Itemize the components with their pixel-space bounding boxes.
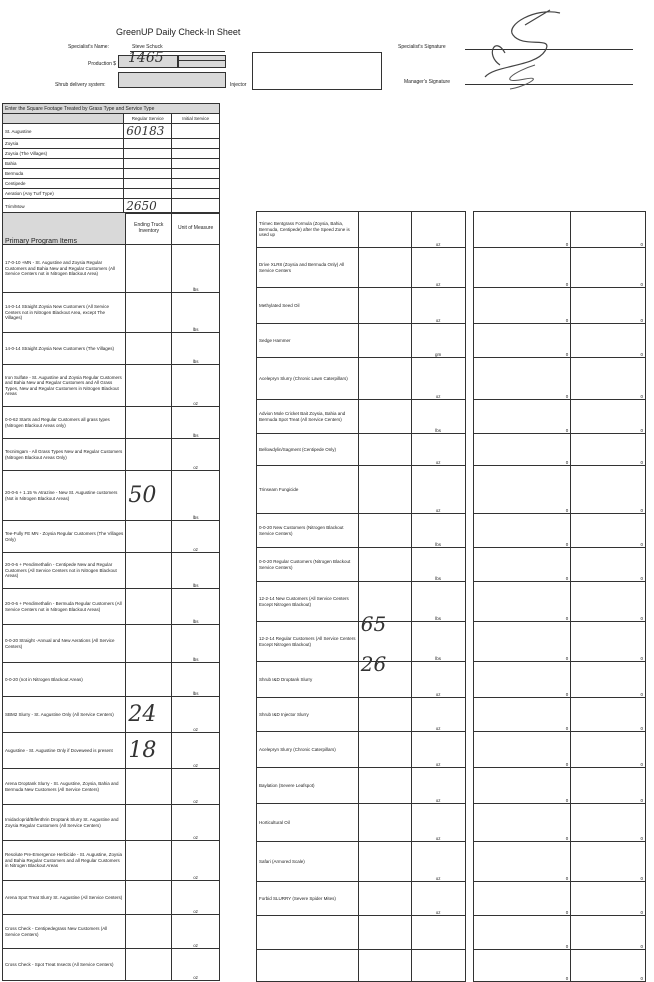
secondary-col-a: 0 xyxy=(473,400,571,434)
primary-row-label: Arena Spot Treat Slurry St. Augustine (All Service Centers) xyxy=(3,881,126,915)
primary-header-unit: Unit of Measure xyxy=(172,213,220,245)
secondary-col-a: 0 xyxy=(473,466,571,514)
secondary-col-b: 0 xyxy=(571,804,646,842)
secondary-value-cell[interactable] xyxy=(358,434,411,466)
table-row xyxy=(257,582,646,622)
secondary-col-b: 0 xyxy=(571,358,646,400)
primary-row-label: Resolute Pre-Emergence Herbicide - St. Augustine, Zoysia and Bahia Regular Customers and all Regular Customers in Nitrogen Blackout Areas xyxy=(3,841,126,881)
sqft-initial-cell[interactable] xyxy=(172,149,220,159)
secondary-row-label: 12-2-14 New Customers (All Service Centers Except Nitrogen Blackout) xyxy=(257,582,359,622)
table-row xyxy=(257,466,646,514)
table-row xyxy=(3,589,220,625)
secondary-col-b: 0 xyxy=(571,916,646,950)
sqft-initial-cell[interactable] xyxy=(172,139,220,149)
primary-row-label: Imidacloprid/Bifenthrin Droptank Slurry St. Augustine and Zoysia Regular Customers (All Service Centers) xyxy=(3,805,126,841)
secondary-col-a: 0 xyxy=(473,434,571,466)
table-row xyxy=(3,521,220,553)
primary-unit: oz xyxy=(172,769,220,805)
secondary-unit: oz xyxy=(411,358,465,400)
secondary-unit: oz xyxy=(411,698,465,732)
primary-value-cell[interactable] xyxy=(126,407,172,439)
secondary-row-label: Forbid SLURRY (Severe Spider Mites) xyxy=(257,882,359,916)
primary-value-cell[interactable] xyxy=(126,333,172,365)
secondary-row-label xyxy=(257,916,359,950)
secondary-row-label: Shrub I&D Injector Slurry xyxy=(257,698,359,732)
primary-unit: lbs xyxy=(172,333,220,365)
table-row xyxy=(3,124,220,139)
secondary-row-label: 12-2-14 Regular Customers (All Service Centers Except Nitrogen Blackout) xyxy=(257,622,359,662)
primary-row-label: Tecnimgam - All Grass Types New and Regular Customers (Nitrogen Blackout Areas Only) xyxy=(3,439,126,471)
primary-row-label: 17-0-10 +MN - St. Augustine and Zoysia Regular Customers and Bahia New and Regular Customers (All Service Centers not in Nitrogen Blackout Area) xyxy=(3,245,126,293)
secondary-unit: oz xyxy=(411,212,465,248)
secondary-col-b: 0 xyxy=(571,434,646,466)
secondary-col-b: 0 xyxy=(571,324,646,358)
primary-value-cell[interactable] xyxy=(126,625,172,663)
secondary-unit xyxy=(411,950,465,982)
secondary-unit: oz xyxy=(411,662,465,698)
secondary-unit: oz xyxy=(411,248,465,288)
primary-header-label: Primary Program Items xyxy=(3,213,126,245)
secondary-col-a: 0 xyxy=(473,804,571,842)
secondary-row-label: Acelepryn Slurry (Chronic Caterpillars) xyxy=(257,732,359,768)
secondary-col-a: 0 xyxy=(473,882,571,916)
sqft-initial-cell[interactable] xyxy=(172,179,220,189)
primary-unit: lbs xyxy=(172,589,220,625)
primary-unit: oz xyxy=(172,915,220,949)
secondary-col-a: 0 xyxy=(473,288,571,324)
secondary-value-cell[interactable] xyxy=(358,882,411,916)
secondary-unit: oz xyxy=(411,434,465,466)
sqft-table xyxy=(2,103,220,214)
primary-unit: lbs xyxy=(172,293,220,333)
table-row xyxy=(3,159,220,169)
sqft-row-label: Aeration (Any Turf Type) xyxy=(3,189,124,199)
secondary-value-cell[interactable] xyxy=(358,324,411,358)
primary-value-cell[interactable] xyxy=(126,949,172,981)
secondary-col-b: 0 xyxy=(571,400,646,434)
primary-value-cell[interactable] xyxy=(126,365,172,407)
secondary-col-b: 0 xyxy=(571,466,646,514)
table-row xyxy=(3,333,220,365)
primary-value-cell[interactable]: 18 xyxy=(126,733,172,769)
primary-unit: oz xyxy=(172,697,220,733)
table-row xyxy=(257,662,646,698)
secondary-row-label: Horticultural Oil xyxy=(257,804,359,842)
table-row xyxy=(257,842,646,882)
secondary-row-label: Trimec Bentgrass Formula (Zoysia, Bahia, Bermuda, Centipede) after the Speed Zone is used up xyxy=(257,212,359,248)
secondary-value-cell[interactable] xyxy=(358,842,411,882)
table-row xyxy=(257,698,646,732)
primary-row-label: 0-0-20 Straight -Annual and New Aerations (All Service Centers) xyxy=(3,625,126,663)
table-row xyxy=(3,179,220,189)
production-label: Production $ xyxy=(88,61,117,67)
secondary-col-a: 0 xyxy=(473,248,571,288)
sqft-row-label: Trim/Mow xyxy=(3,199,124,214)
table-row xyxy=(257,434,646,466)
primary-unit: oz xyxy=(172,733,220,769)
table-row xyxy=(257,400,646,434)
secondary-col-b: 0 xyxy=(571,248,646,288)
sqft-initial-cell[interactable] xyxy=(172,159,220,169)
sqft-initial-cell[interactable] xyxy=(172,124,220,139)
table-row xyxy=(3,293,220,333)
primary-value-cell[interactable] xyxy=(126,769,172,805)
secondary-unit: lbs xyxy=(411,622,465,662)
table-row xyxy=(257,950,646,982)
injector-box[interactable] xyxy=(252,52,382,90)
table-row xyxy=(257,514,646,548)
table-row xyxy=(3,169,220,179)
manager-signature-label: Manager's Signature xyxy=(404,79,450,85)
table-row xyxy=(3,769,220,805)
secondary-col-b: 0 xyxy=(571,212,646,248)
table-row xyxy=(3,139,220,149)
primary-row-label: SBM2 Slurry - St. Augustine Only (All Service Centers) xyxy=(3,697,126,733)
secondary-col-a: 0 xyxy=(473,324,571,358)
table-row xyxy=(257,548,646,582)
secondary-col-a: 0 xyxy=(473,916,571,950)
sqft-regular-cell[interactable]: 2650 xyxy=(124,199,172,214)
secondary-row-label: Acelepryn Slurry (Chronic Lawn Caterpillars) xyxy=(257,358,359,400)
secondary-col-b: 0 xyxy=(571,842,646,882)
secondary-value-cell[interactable] xyxy=(358,288,411,324)
secondary-col-b: 0 xyxy=(571,622,646,662)
table-row xyxy=(257,212,646,248)
secondary-row-label xyxy=(257,950,359,982)
secondary-col-a: 0 xyxy=(473,548,571,582)
primary-unit: lbs xyxy=(172,471,220,521)
secondary-col-a: 0 xyxy=(473,582,571,622)
table-row xyxy=(257,804,646,842)
secondary-row-label: Drive XLR8 (Zoysia and Bermuda Only) All Service Centers xyxy=(257,248,359,288)
primary-value-cell[interactable] xyxy=(126,663,172,697)
sqft-row-label: Zoysia xyxy=(3,139,124,149)
secondary-value-cell[interactable] xyxy=(358,804,411,842)
secondary-col-b: 0 xyxy=(571,662,646,698)
sheet-title: GreenUP Daily Check-In Sheet xyxy=(116,27,241,37)
table-row xyxy=(257,324,646,358)
primary-unit: lbs xyxy=(172,245,220,293)
secondary-unit xyxy=(411,916,465,950)
primary-row-label: 20-0-6 + Pendimethalin - Bermuda Regular Customers (All Service Centers not in Nitrogen Blackout Areas) xyxy=(3,589,126,625)
table-row xyxy=(257,732,646,768)
table-row xyxy=(3,915,220,949)
secondary-col-a: 0 xyxy=(473,768,571,804)
table-row xyxy=(3,553,220,589)
primary-row-label: Iron Sulfate - St. Augustine and Zoysia Regular Customers and Bahia New and Regular Customers and All Grass Types, New and Regular Customers in Nitrogen Blackout Areas xyxy=(3,365,126,407)
secondary-value-cell[interactable] xyxy=(358,950,411,982)
table-row xyxy=(257,916,646,950)
secondary-value-cell[interactable] xyxy=(358,248,411,288)
sqft-title: Enter the Square Footage Treated by Grass Type and Service Type xyxy=(3,104,220,114)
secondary-unit: oz xyxy=(411,732,465,768)
primary-unit: lbs xyxy=(172,407,220,439)
table-row xyxy=(3,841,220,881)
secondary-col-a: 0 xyxy=(473,662,571,698)
primary-unit: oz xyxy=(172,521,220,553)
secondary-unit: lbs xyxy=(411,514,465,548)
sqft-initial-cell[interactable] xyxy=(172,189,220,199)
secondary-row-label: 0-0-20 Regular Customers (Nitrogen Blackout Service Centers) xyxy=(257,548,359,582)
sqft-initial-cell[interactable] xyxy=(172,169,220,179)
secondary-row-label: Sedge Hammer xyxy=(257,324,359,358)
primary-row-label: 14-0-14 Straight Zoysia New Customers (All Service Centers not in Nitrogen Blackout Area, except The Villages) xyxy=(3,293,126,333)
specialist-name-label: Specialist's Name: xyxy=(68,44,109,50)
secondary-unit: oz xyxy=(411,288,465,324)
secondary-unit: gm xyxy=(411,324,465,358)
primary-value-cell[interactable] xyxy=(126,439,172,471)
table-row xyxy=(3,949,220,981)
primary-value-cell[interactable] xyxy=(126,805,172,841)
primary-row-label: Tee-Fully FE MN - Zoysia Regular Customers (The Villages Only) xyxy=(3,521,126,553)
secondary-unit: oz xyxy=(411,768,465,804)
sqft-col-regular: Regular Service xyxy=(124,114,172,124)
primary-value-cell[interactable] xyxy=(126,293,172,333)
primary-value-cell[interactable] xyxy=(126,841,172,881)
sqft-row-label: Centipede xyxy=(3,179,124,189)
secondary-table xyxy=(256,211,646,982)
secondary-unit: oz xyxy=(411,466,465,514)
primary-unit: oz xyxy=(172,805,220,841)
secondary-value-cell[interactable] xyxy=(358,768,411,804)
primary-unit: oz xyxy=(172,841,220,881)
sqft-row-label: Bermuda xyxy=(3,169,124,179)
table-row xyxy=(257,768,646,804)
secondary-col-a: 0 xyxy=(473,514,571,548)
table-row xyxy=(3,881,220,915)
table-row xyxy=(3,697,220,733)
table-row xyxy=(3,407,220,439)
primary-unit: oz xyxy=(172,949,220,981)
table-row xyxy=(257,248,646,288)
secondary-col-b: 0 xyxy=(571,582,646,622)
secondary-col-b: 0 xyxy=(571,548,646,582)
secondary-value-cell[interactable] xyxy=(358,732,411,768)
sqft-regular-cell[interactable]: 60183 xyxy=(124,124,172,139)
primary-unit: lbs xyxy=(172,663,220,697)
primary-unit: lbs xyxy=(172,553,220,589)
secondary-col-a: 0 xyxy=(473,212,571,248)
secondary-row-label: Advion Mole Cricket Bait Zoysia, Bahia and Bermuda Spot Treat (All Service Centers) xyxy=(257,400,359,434)
secondary-col-b: 0 xyxy=(571,768,646,804)
specialist-signature-label: Specialist's Signature xyxy=(398,44,446,50)
secondary-value-cell[interactable]: 26 xyxy=(358,662,411,698)
secondary-row-label: 0-0-20 New Customers (Nitrogen Blackout Service Centers) xyxy=(257,514,359,548)
sqft-regular-cell[interactable] xyxy=(124,179,172,189)
secondary-unit: oz xyxy=(411,842,465,882)
secondary-row-label: Shrub I&D Droptank Slurry xyxy=(257,662,359,698)
signature-scribble-icon xyxy=(465,5,575,90)
sqft-regular-cell[interactable] xyxy=(124,169,172,179)
secondary-col-b: 0 xyxy=(571,882,646,916)
secondary-col-b: 0 xyxy=(571,732,646,768)
primary-value-cell[interactable] xyxy=(126,915,172,949)
secondary-col-b: 0 xyxy=(571,514,646,548)
secondary-col-b: 0 xyxy=(571,950,646,982)
primary-value-cell[interactable] xyxy=(126,553,172,589)
table-row xyxy=(257,622,646,662)
sqft-regular-cell[interactable] xyxy=(124,159,172,169)
secondary-row-label: Methylated Seed Oil xyxy=(257,288,359,324)
secondary-row-label: Safari (Armored Scale) xyxy=(257,842,359,882)
primary-value-cell[interactable] xyxy=(126,881,172,915)
secondary-value-cell[interactable] xyxy=(358,212,411,248)
sqft-regular-cell[interactable] xyxy=(124,139,172,149)
primary-row-label: 14-0-14 Straight Zoysia New Customers (The Villages) xyxy=(3,333,126,365)
table-row xyxy=(3,471,220,521)
production-value: 1465 xyxy=(128,50,164,66)
secondary-row-label: Bellowdylin/Sagment (Centipede Only) xyxy=(257,434,359,466)
secondary-unit: oz xyxy=(411,804,465,842)
table-row xyxy=(3,189,220,199)
secondary-col-a: 0 xyxy=(473,732,571,768)
primary-value-cell[interactable] xyxy=(126,521,172,553)
sqft-row-label: Zoysia (The Villages) xyxy=(3,149,124,159)
secondary-value-cell[interactable] xyxy=(358,400,411,434)
secondary-col-a: 0 xyxy=(473,950,571,982)
shrub-delivery-box[interactable] xyxy=(118,72,226,88)
table-row xyxy=(3,245,220,293)
primary-unit: lbs xyxy=(172,625,220,663)
secondary-value-cell[interactable] xyxy=(358,358,411,400)
primary-value-cell[interactable]: 24 xyxy=(126,697,172,733)
primary-header-ending: Ending Truck Inventory xyxy=(126,213,172,245)
primary-row-label: 20-0-6 + Pendimethalin - Centipede New and Regular Customers (All Service Centers not in Nitrogen Blackout Areas) xyxy=(3,553,126,589)
secondary-row-label: Baylation (Severe Leafspot) xyxy=(257,768,359,804)
primary-table xyxy=(2,212,220,981)
sqft-regular-cell[interactable] xyxy=(124,149,172,159)
primary-row-label: Arena Droptank Slurry - St. Augustine, Zoysia, Bahia and Bermuda New Customers (All Service Centers) xyxy=(3,769,126,805)
primary-unit: oz xyxy=(172,365,220,407)
secondary-col-a: 0 xyxy=(473,842,571,882)
primary-unit: oz xyxy=(172,881,220,915)
primary-value-cell[interactable] xyxy=(126,245,172,293)
table-row xyxy=(257,358,646,400)
secondary-col-b: 0 xyxy=(571,288,646,324)
primary-row-label: 0-0-62 Starts and Regular Customers all grass types (Nitrogen Blackout Areas only) xyxy=(3,407,126,439)
sqft-row-label: St. Augustine xyxy=(3,124,124,139)
injector-label: Injector xyxy=(230,82,247,88)
primary-row-label: 0-0-20 (not in Nitrogen Blackout Areas) xyxy=(3,663,126,697)
primary-row-label: Augustine - St. Augustine Only if Doveweed is present xyxy=(3,733,126,769)
table-row xyxy=(3,805,220,841)
primary-value-cell[interactable]: 50 xyxy=(126,471,172,521)
secondary-row-label: Trinseam Fungicide xyxy=(257,466,359,514)
secondary-unit: lbs xyxy=(411,400,465,434)
primary-row-label: Cross Check - Spot Treat Insects (All Service Centers) xyxy=(3,949,126,981)
sqft-row-label: Bahia xyxy=(3,159,124,169)
table-row xyxy=(257,288,646,324)
table-row xyxy=(257,882,646,916)
table-row xyxy=(3,663,220,697)
table-row xyxy=(3,733,220,769)
table-row xyxy=(3,149,220,159)
tax-rate-box[interactable] xyxy=(178,55,226,68)
table-row xyxy=(3,625,220,663)
secondary-col-b: 0 xyxy=(571,698,646,732)
secondary-value-cell[interactable] xyxy=(358,514,411,548)
shrub-delivery-label: Shrub delivery system: xyxy=(55,82,106,88)
secondary-col-a: 0 xyxy=(473,358,571,400)
primary-unit: oz xyxy=(172,439,220,471)
secondary-value-cell[interactable] xyxy=(358,548,411,582)
secondary-value-cell[interactable] xyxy=(358,466,411,514)
secondary-unit: lbs xyxy=(411,582,465,622)
secondary-value-cell[interactable] xyxy=(358,698,411,732)
sqft-col-initial: Initial Service xyxy=(172,114,220,124)
primary-row-label: Cross Check - Centipedegrass New Customers (All Service Centers) xyxy=(3,915,126,949)
secondary-unit: lbs xyxy=(411,548,465,582)
primary-value-cell[interactable] xyxy=(126,589,172,625)
secondary-unit: oz xyxy=(411,882,465,916)
secondary-value-cell[interactable] xyxy=(358,916,411,950)
secondary-col-a: 0 xyxy=(473,622,571,662)
table-row xyxy=(3,365,220,407)
secondary-col-a: 0 xyxy=(473,698,571,732)
table-row xyxy=(3,439,220,471)
specialist-name-value: Steve Schuck xyxy=(132,44,163,50)
primary-row-label: 20-0-6 + 1.15 % Atrazine - New St. Augustine customers (Not in Nitrogen Blackout Areas) xyxy=(3,471,126,521)
sqft-regular-cell[interactable] xyxy=(124,189,172,199)
secondary-value-cell[interactable]: 65 xyxy=(358,622,411,662)
